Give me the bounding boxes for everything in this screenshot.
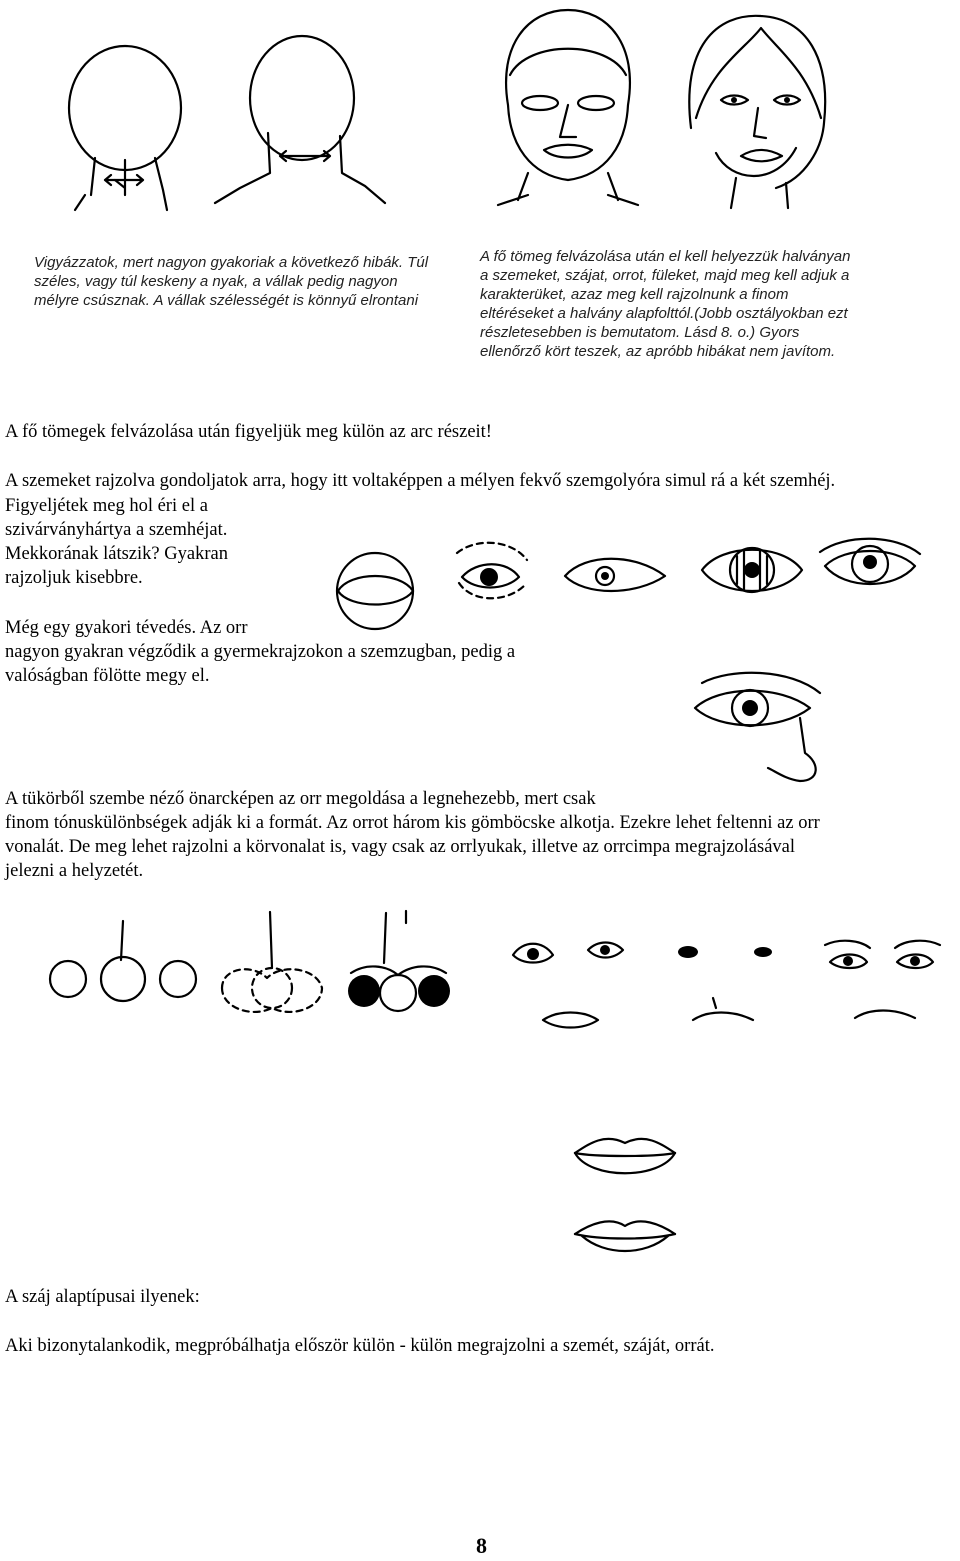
face-features-sketch-1 [508, 935, 638, 1035]
page-number: 8 [476, 1533, 487, 1558]
nose-sketch-circles [28, 915, 228, 1005]
nose-sketch-shaded [336, 903, 466, 1023]
lips-sketch-thin [570, 1212, 680, 1262]
face-sketch-detailed [676, 8, 836, 218]
face-sketch-simple [488, 5, 648, 210]
caption-neck-errors: Vigyázzatok, mert nagyon gyakoriak a következő hibák. Túl széles, vagy túl keskeny a nyak, a vállak pedig nagyon mélyre csúsznak. A vállak szélességét is könnyű elrontani [34, 254, 429, 309]
paragraph-practice-tip: Aki bizonytalankodik, megpróbálhatja először külön - külön megrajzolni a szemét, száját, orrát. [5, 1336, 715, 1356]
face-features-sketch-3 [815, 940, 955, 1030]
paragraph-iris: Figyeljétek meg hol éri el a szivárványhártya a szemhéjat. Mekkorának látszik? Gyakran rajzoljuk kisebbre. [5, 496, 228, 588]
nose-sketch-dashed [212, 908, 342, 1028]
paragraph-eyes: A szemeket rajzolva gondoljatok arra, hogy itt voltaképpen a mélyen fekvő szemgolyóra simul rá a két szemhéj. [5, 471, 836, 491]
face-features-sketch-2 [668, 938, 788, 1028]
paragraph-nose-error: Még egy gyakori tévedés. Az orr nagyon gyakran végződik a gyermekrajzokon a szemzugban, pedig a valóságban fölötte megy el. [5, 618, 516, 686]
eye-sketch-striped-iris [697, 538, 807, 608]
eye-sketch-dashed [447, 535, 537, 605]
paragraph-face-parts: A fő tömegek felvázolása után figyeljük meg külön az arc részeit! [5, 422, 492, 442]
head-sketch-narrow-neck [55, 40, 195, 210]
paragraph-nose-mirror: A tükörből szembe néző önarcképen az orr megoldása a legnehezebb, mert csak finom tónuskülönbségek adják ki a formát. Az orrot három kis gömböcske alkotja. Ezekre lehet feltenni az orr vonalát. De meg lehet rajzolni a körvonalat is, vagy csak az orrlyukak, illetve az orrcimpa megrajzolásával jelezni a helyzetét. [5, 789, 820, 881]
caption-face-sketching: A fő tömeg felvázolása után el kell helyezzük halványan a szemeket, szájat, orrot, füleket, majd meg kell adjuk a karakterüket, azaz meg kell rajzolnunk a finom eltéréseket a halvány alapfolttól.(Jobb osztályokban ezt részletesebben is bemutatom. Lásd 8. o.) Gyors ellenőrző kört teszek, az apróbb hibákat nem javítom. [480, 248, 851, 360]
eye-nose-sketch [690, 673, 830, 783]
head-sketch-wide-neck [200, 28, 390, 208]
lips-sketch-full [570, 1125, 680, 1185]
eye-sketch-small-iris [560, 548, 670, 608]
eye-sketch-lid-overlap [815, 532, 925, 602]
paragraph-mouth-types: A száj alaptípusai ilyenek: [5, 1287, 200, 1307]
